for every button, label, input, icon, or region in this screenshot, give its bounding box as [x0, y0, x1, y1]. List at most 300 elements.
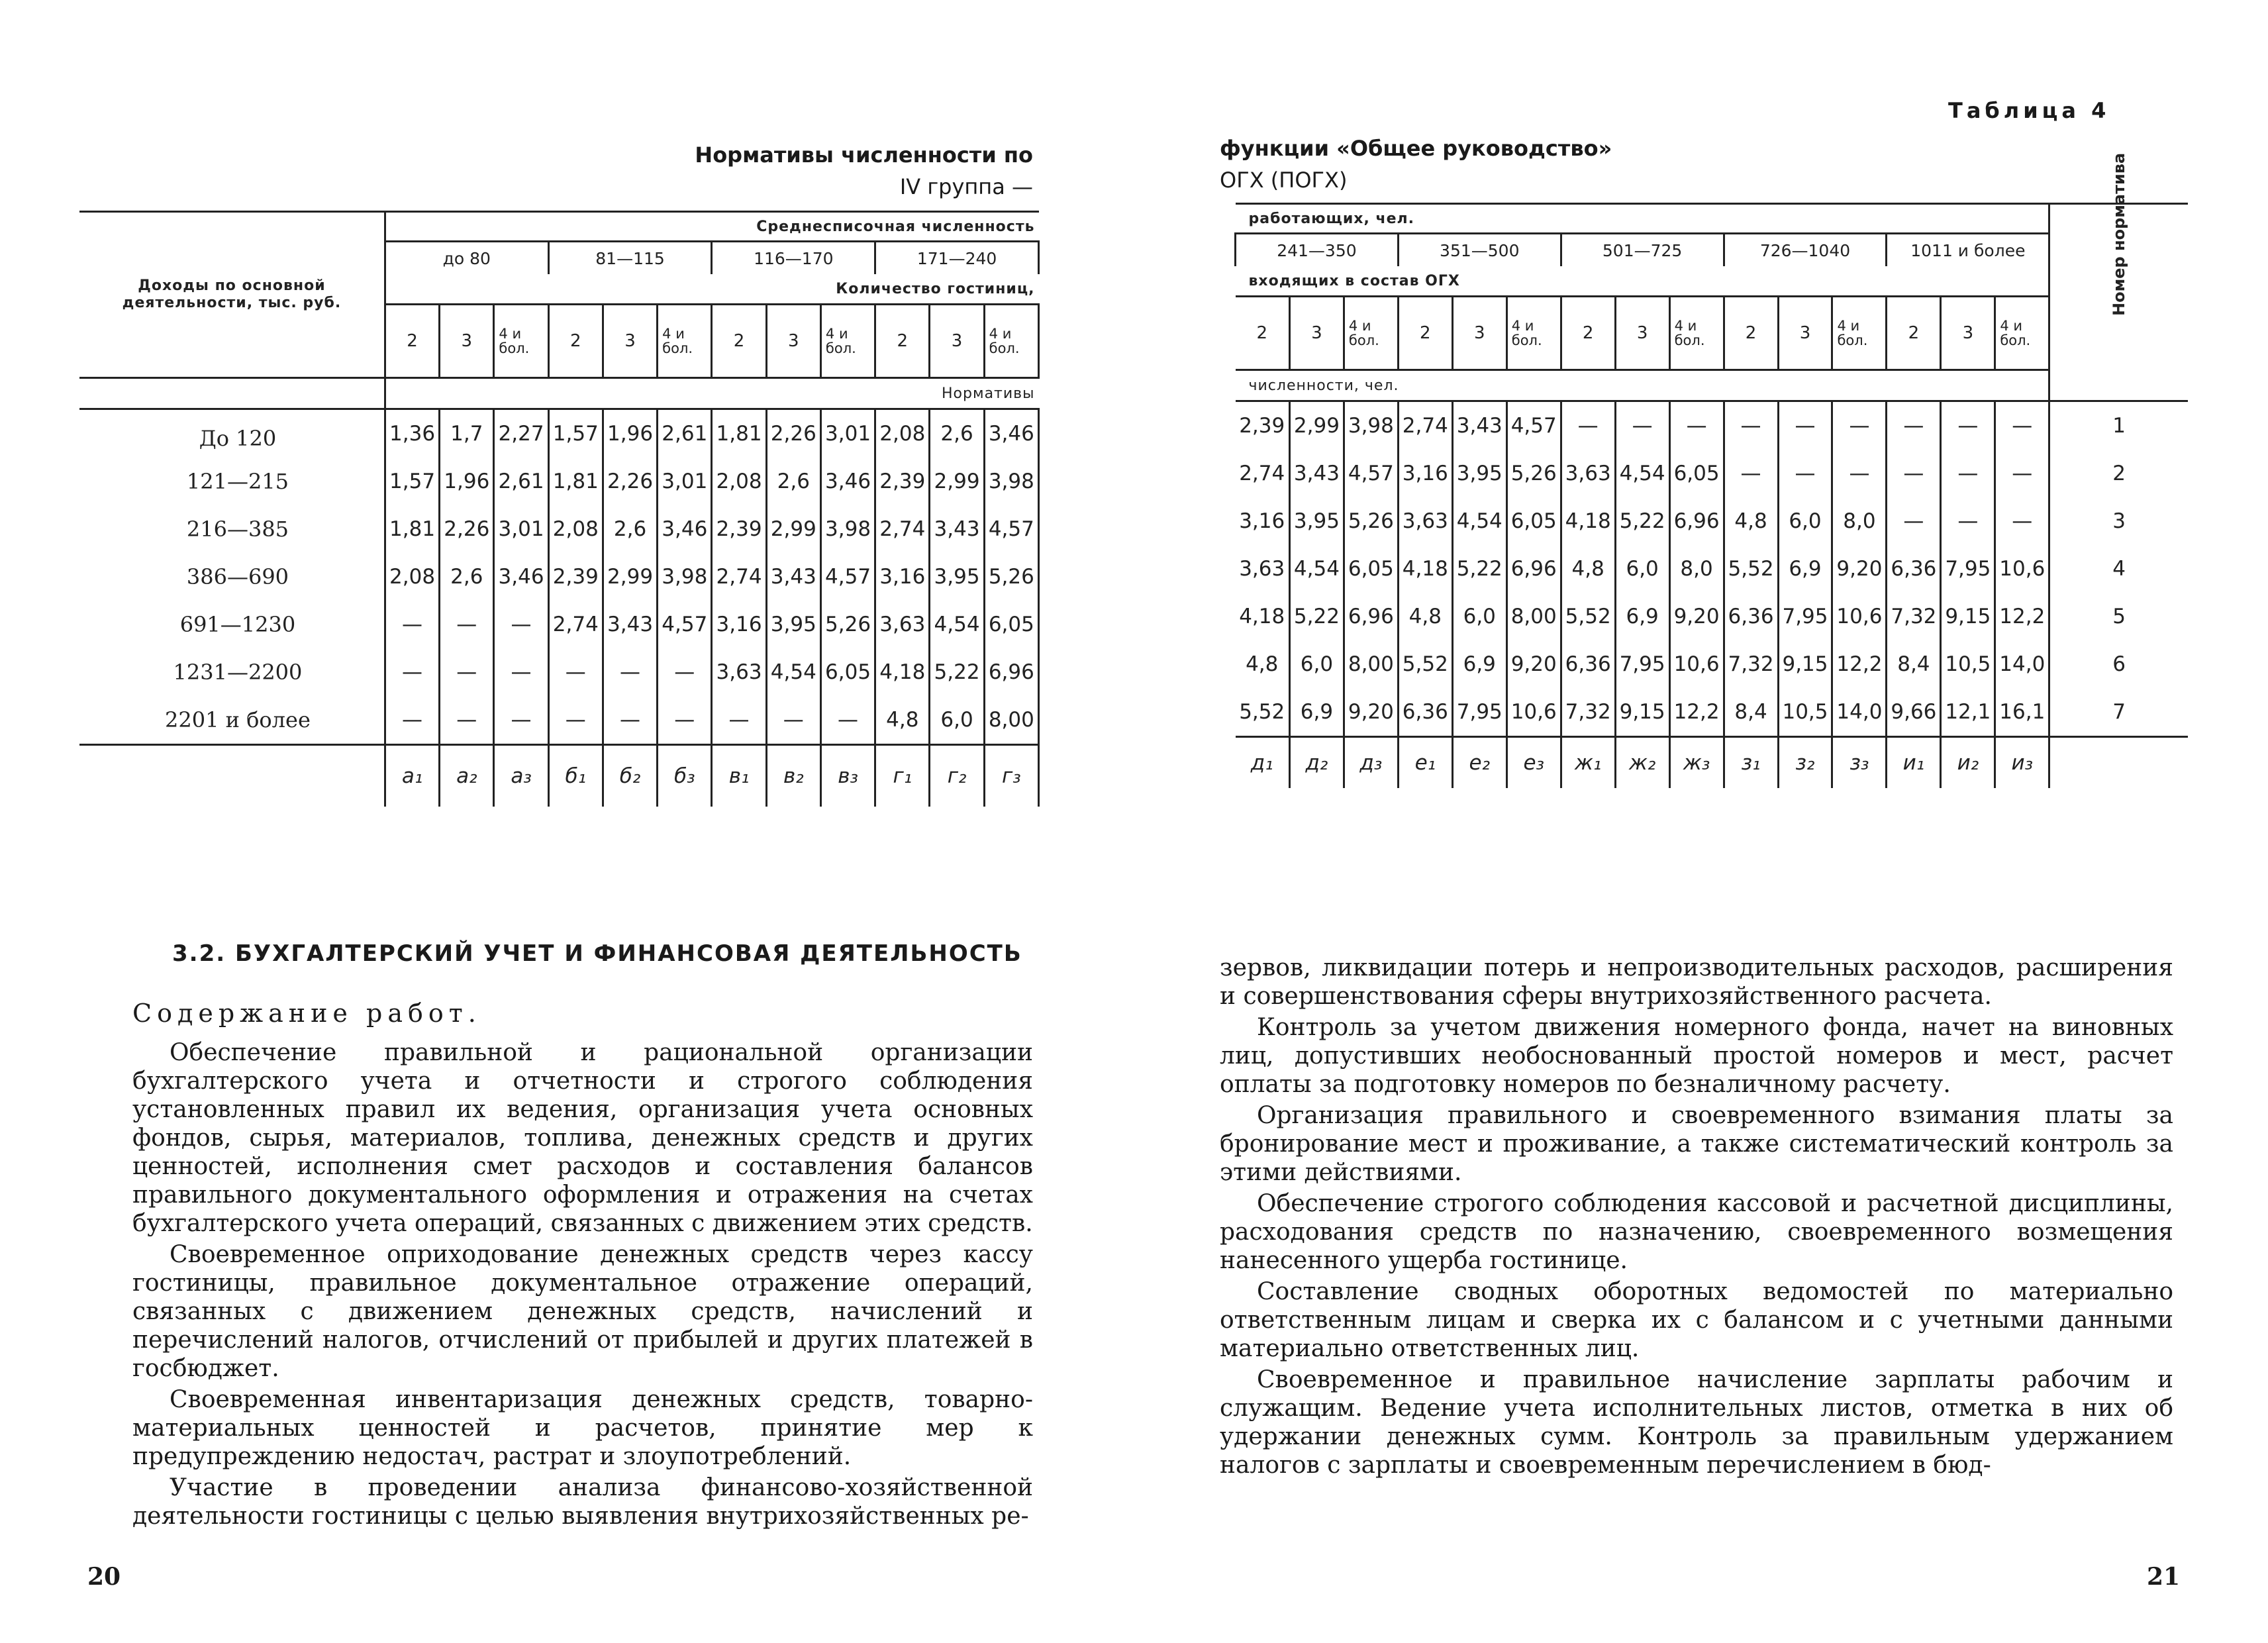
table-cell: —: [440, 696, 494, 745]
table-cell: 7,32: [1561, 688, 1615, 737]
paragraph: Контроль за учетом движения номерного фонда, начет на виновных лиц, допустивших необоснованный простой номеров и мест, расчет оплаты за подготовку номеров по безналичному расчету.: [1220, 1014, 2173, 1098]
paragraph: Своевременная инвентаризация денежных средств, товарно-материальных ценностей и расчетов, принятие мер к предупреждению недостач, растрат и злоупотреблений.: [132, 1386, 1033, 1470]
table-cell: 3,01: [820, 409, 875, 458]
table-cell: —: [1832, 401, 1887, 450]
table-cell: 12,2: [1995, 593, 2049, 640]
table-cell: —: [1778, 450, 1832, 497]
table-cell: —: [1724, 401, 1778, 450]
paragraph: Своевременное оприходование денежных средств через кассу гостиницы, правильное документальное отражение операций, связанных с движением денежных средств, начислений и перечислений налогов, отчислений от прибылей и других платежей в госбюджет.: [132, 1241, 1033, 1382]
table-cell: 6,96: [1506, 545, 1561, 593]
norm-no-header: Номер норматива: [2110, 152, 2129, 316]
table-cell: 6,36: [1561, 640, 1615, 688]
col-3: 3: [1941, 297, 1995, 370]
table-cell: 9,15: [1778, 640, 1832, 688]
col-2: 2: [712, 305, 766, 378]
col-label: е₃: [1506, 737, 1561, 789]
col-label: и₁: [1887, 737, 1941, 789]
table-cell: —: [1615, 401, 1669, 450]
col-label: а₁: [385, 745, 439, 807]
col-3: 3: [766, 305, 820, 378]
norm-number: 2: [2049, 450, 2188, 497]
table-row: [79, 409, 1039, 458]
range-5: 1011 и более: [1887, 234, 2049, 267]
col-2: 2: [385, 305, 439, 378]
table-cell: 2,74: [875, 505, 930, 553]
table-cell: 2,74: [712, 553, 766, 601]
col-label: и₂: [1941, 737, 1995, 789]
table-cell: 3,63: [1398, 497, 1452, 545]
table-cell: 2,08: [712, 458, 766, 505]
col-label: ж₁: [1561, 737, 1615, 789]
range-3: 501—725: [1561, 234, 1724, 267]
range-3: 116—170: [712, 242, 875, 275]
table-cell: 2,74: [548, 601, 603, 648]
row-label: 216—385: [186, 517, 289, 542]
table-cell: 2,61: [658, 409, 712, 458]
col-3: 3: [1452, 297, 1506, 370]
table-cell: 4,57: [1506, 401, 1561, 450]
table-cell: 3,98: [658, 553, 712, 601]
table-cell: 5,22: [1289, 593, 1344, 640]
table-cell: 5,52: [1561, 593, 1615, 640]
table-cell: 3,46: [658, 505, 712, 553]
table-cell: 4,54: [1615, 450, 1669, 497]
table-cell: 4,57: [658, 601, 712, 648]
paragraph: Обеспечение правильной и рациональной организации бухгалтерского учета и отчетности и строгого соблюдения установленных правил их ведения, организация учета основных фондов, сырья, материалов, топлива, денежных средств и других ценностей, исполнения смет расходов и составления балансов правильного документального оформления и отражения на счетах бухгалтерского учета операций, связанных с движением этих средств.: [132, 1039, 1033, 1237]
table-cell: 3,95: [1452, 450, 1506, 497]
col-4: 4 и бол.: [820, 305, 875, 378]
col-label: в₁: [712, 745, 766, 807]
table-row: [79, 696, 1039, 745]
table-row: [1236, 593, 2189, 640]
left-norm-table: [79, 211, 1040, 807]
table-cell: —: [385, 648, 439, 696]
table-cell: —: [1724, 450, 1778, 497]
table-cell: 5,52: [1398, 640, 1452, 688]
table-cell: 1,96: [440, 458, 494, 505]
table-label: Таблица 4: [1948, 98, 2110, 123]
table-row: [1236, 450, 2189, 497]
workers-header: работающих, чел.: [1248, 210, 1414, 227]
table-cell: 6,96: [1669, 497, 1724, 545]
right-title-line1: функции «Общее руководство»: [1220, 136, 1612, 161]
table-cell: 7,32: [1724, 640, 1778, 688]
table-cell: 2,08: [875, 409, 930, 458]
table-cell: 4,54: [930, 601, 984, 648]
table-cell: 2,27: [494, 409, 548, 458]
table-cell: —: [1778, 401, 1832, 450]
table-cell: 1,81: [712, 409, 766, 458]
col-label: и₃: [1995, 737, 2049, 789]
col-label: з₃: [1832, 737, 1887, 789]
table-cell: —: [603, 648, 657, 696]
range-2: 351—500: [1398, 234, 1561, 267]
included-header: входящих в состав ОГХ: [1248, 272, 1460, 289]
right-page: [1134, 0, 2268, 1643]
table-cell: 9,20: [1506, 640, 1561, 688]
table-cell: 3,16: [875, 553, 930, 601]
table-cell: 4,54: [766, 648, 820, 696]
col-label: д₂: [1289, 737, 1344, 789]
table-cell: 9,20: [1832, 545, 1887, 593]
table-cell: 3,16: [712, 601, 766, 648]
table-row: [1236, 545, 2189, 593]
table-cell: 2,39: [548, 553, 603, 601]
col-3: 3: [1615, 297, 1669, 370]
table-cell: 10,6: [1669, 640, 1724, 688]
table-cell: 5,26: [1506, 450, 1561, 497]
norm-number: 6: [2049, 640, 2188, 688]
row-label: 1231—2200: [173, 660, 303, 685]
table-cell: 3,43: [1289, 450, 1344, 497]
paragraph: Составление сводных оборотных ведомостей по материально ответственным лицам и сверка их с балансом и с учетными данными материально ответственных лиц.: [1220, 1278, 2173, 1362]
table-cell: —: [1995, 450, 2049, 497]
table-cell: 3,95: [1289, 497, 1344, 545]
col-3: 3: [1289, 297, 1344, 370]
table-cell: 7,95: [1452, 688, 1506, 737]
col-label: б₃: [658, 745, 712, 807]
norm-number: 5: [2049, 593, 2188, 640]
table-cell: 8,00: [1506, 593, 1561, 640]
table-row: [79, 648, 1039, 696]
table-cell: 3,16: [1239, 509, 1285, 533]
range-1: до 80: [385, 242, 548, 275]
table-cell: 3,43: [1452, 401, 1506, 450]
paragraph: Обеспечение строгого соблюдения кассовой и расчетной дисциплины, расходования средств по назначению, своевременного возмещения нанесенного ущерба гостинице.: [1220, 1190, 2173, 1274]
table-cell: —: [1887, 497, 1941, 545]
table-cell: —: [1941, 401, 1995, 450]
row-label: 2201 и более: [165, 707, 311, 732]
col-label: ж₃: [1669, 737, 1724, 789]
table-cell: 3,95: [930, 553, 984, 601]
left-table-body: [79, 409, 1039, 745]
headcount-header: численности, чел.: [1248, 377, 1399, 394]
row-label: 121—215: [186, 469, 289, 494]
table-cell: 5,22: [1452, 545, 1506, 593]
table-cell: 2,61: [494, 458, 548, 505]
col-label: г₂: [930, 745, 984, 807]
table-cell: 6,96: [984, 648, 1038, 696]
left-title: [397, 139, 1033, 203]
table-cell: 6,0: [930, 696, 984, 745]
table-cell: —: [548, 696, 603, 745]
table-cell: 4,8: [1561, 545, 1615, 593]
table-cell: 2,99: [1289, 401, 1344, 450]
table-cell: 4,8: [1398, 593, 1452, 640]
table-cell: 2,99: [930, 458, 984, 505]
table-cell: —: [1887, 401, 1941, 450]
norm-number: 3: [2049, 497, 2188, 545]
table-cell: 2,39: [712, 505, 766, 553]
avg-header: Среднесписочная численность: [385, 212, 1038, 242]
table-cell: —: [1561, 401, 1615, 450]
table-cell: 12,1: [1941, 688, 1995, 737]
table-cell: 3,16: [1398, 450, 1452, 497]
table-cell: 4,8: [875, 696, 930, 745]
col-2: 2: [1724, 297, 1778, 370]
table-cell: 6,0: [1778, 497, 1832, 545]
table-cell: 3,01: [494, 505, 548, 553]
left-text: [132, 1038, 1033, 1533]
table-cell: 14,0: [1995, 640, 2049, 688]
table-cell: 2,6: [440, 553, 494, 601]
table-cell: 3,43: [603, 601, 657, 648]
table-cell: —: [494, 648, 548, 696]
col-label: е₁: [1398, 737, 1452, 789]
table-cell: 7,95: [1941, 545, 1995, 593]
table-cell: 6,36: [1887, 545, 1941, 593]
col-2: 2: [1561, 297, 1615, 370]
content-label: Содержание работ.: [132, 999, 481, 1028]
table-cell: —: [658, 648, 712, 696]
table-cell: 2,6: [766, 458, 820, 505]
table-cell: 3,63: [875, 601, 930, 648]
table-cell: —: [712, 696, 766, 745]
table-cell: 9,20: [1344, 688, 1398, 737]
table-cell: 4,57: [1344, 450, 1398, 497]
table-cell: 3,63: [1239, 557, 1285, 581]
table-cell: 2,39: [875, 458, 930, 505]
table-cell: 7,32: [1887, 593, 1941, 640]
col-2: 2: [875, 305, 930, 378]
row-label: 386—690: [186, 564, 289, 589]
table-cell: —: [1995, 497, 2049, 545]
table-cell: 6,9: [1778, 545, 1832, 593]
table-row: [79, 553, 1039, 601]
table-cell: —: [1995, 401, 2049, 450]
right-title: [1220, 132, 1612, 196]
col-label: е₂: [1452, 737, 1506, 789]
table-cell: 6,9: [1289, 688, 1344, 737]
table-cell: 8,00: [984, 696, 1038, 745]
col-4: 4 и бол.: [494, 305, 548, 378]
table-cell: —: [603, 696, 657, 745]
table-row: [1236, 497, 2189, 545]
table-cell: 3,63: [712, 648, 766, 696]
col-label: г₃: [984, 745, 1038, 807]
table-cell: 10,6: [1506, 688, 1561, 737]
table-cell: —: [1887, 450, 1941, 497]
table-cell: 5,26: [984, 553, 1038, 601]
col-label: б₂: [603, 745, 657, 807]
table-cell: 2,74: [1398, 401, 1452, 450]
col-2: 2: [1256, 323, 1267, 343]
table-cell: —: [548, 648, 603, 696]
page-number-right: 21: [2147, 1563, 2181, 1591]
range-4: 171—240: [875, 242, 1039, 275]
table-cell: 3,43: [930, 505, 984, 553]
table-cell: 3,98: [1344, 401, 1398, 450]
range-1: 241—350: [1236, 234, 1399, 267]
table-row: [79, 458, 1039, 505]
table-cell: 6,05: [1669, 450, 1724, 497]
table-cell: —: [1941, 450, 1995, 497]
table-cell: 4,18: [875, 648, 930, 696]
col-3: 3: [440, 305, 494, 378]
col-2: 2: [548, 305, 603, 378]
table-cell: —: [494, 696, 548, 745]
table-cell: 3,43: [766, 553, 820, 601]
table-cell: 10,6: [1995, 545, 2049, 593]
table-cell: 5,26: [1344, 497, 1398, 545]
table-cell: —: [385, 601, 439, 648]
col-label: ж₂: [1615, 737, 1669, 789]
row-label: 691—1230: [179, 612, 296, 637]
table-cell: 5,22: [1615, 497, 1669, 545]
col-4: 4 и бол.: [1344, 297, 1398, 370]
table-cell: 9,66: [1887, 688, 1941, 737]
table-cell: 4,18: [1398, 545, 1452, 593]
table-cell: 10,5: [1941, 640, 1995, 688]
table-cell: 5,22: [930, 648, 984, 696]
paragraph: Организация правильного и своевременного взимания платы за бронирование мест и проживание, а также систематический контроль за этими действиями.: [1220, 1102, 2173, 1186]
paragraph: Участие в проведении анализа финансово-хозяйственной деятельности гостиницы с целью выявления внутрихозяйственных ре-: [132, 1474, 1033, 1530]
table-cell: 1,57: [548, 409, 603, 458]
count-header: Количество гостиниц,: [385, 274, 1038, 305]
table-cell: 1,36: [385, 409, 439, 458]
table-cell: 12,2: [1669, 688, 1724, 737]
table-cell: 5,52: [1239, 700, 1285, 724]
col-label: а₃: [494, 745, 548, 807]
table-cell: 7,95: [1778, 593, 1832, 640]
table-cell: 2,6: [930, 409, 984, 458]
table-cell: —: [440, 601, 494, 648]
col-2: 2: [1887, 297, 1941, 370]
col-3: 3: [603, 305, 657, 378]
row-label: До 120: [199, 426, 277, 451]
paragraph: Своевременное и правильное начисление зарплаты рабочим и служащим. Ведение учета исполнительных листов, отметка в них об удержании денежных сумм. Контроль за правильным удержанием налогов с зарплаты и своевременным перечислением в бюд-: [1220, 1366, 2173, 1479]
table-cell: 2,6: [603, 505, 657, 553]
table-cell: 2,26: [440, 505, 494, 553]
col-label: б₁: [548, 745, 603, 807]
norm-number: 7: [2049, 688, 2188, 737]
page-number-left: 20: [87, 1563, 121, 1591]
col-4: 4 и бол.: [1669, 297, 1724, 370]
table-cell: 9,15: [1615, 688, 1669, 737]
left-col-label-row: [79, 745, 1039, 807]
table-row: [1236, 401, 2189, 450]
table-cell: 1,81: [385, 505, 439, 553]
table-cell: 3,46: [494, 553, 548, 601]
range-4: 726—1040: [1724, 234, 1887, 267]
table-cell: 4,18: [1239, 605, 1285, 628]
table-cell: 2,74: [1239, 462, 1285, 485]
col-label: в₃: [820, 745, 875, 807]
table-cell: 6,9: [1452, 640, 1506, 688]
col-4: 4 и бол.: [658, 305, 712, 378]
table-cell: 4,57: [984, 505, 1038, 553]
table-cell: 5,52: [1724, 545, 1778, 593]
table-cell: 2,08: [548, 505, 603, 553]
norm-no-header-cell: [2049, 152, 2188, 401]
income-header: Доходы по основной деятельности, тыс. руб.: [122, 277, 342, 311]
paragraph: зервов, ликвидации потерь и непроизводительных расходов, расширения и совершенствования сферы внутрихозяйственного расчета.: [1220, 954, 2173, 1010]
table-row: [1236, 688, 2189, 737]
col-4: 4 и бол.: [1995, 297, 2049, 370]
col-label: в₂: [766, 745, 820, 807]
table-cell: 2,26: [766, 409, 820, 458]
right-text: [1220, 954, 2173, 1482]
table-cell: 3,98: [984, 458, 1038, 505]
table-cell: 3,98: [820, 505, 875, 553]
table-cell: 3,46: [984, 409, 1038, 458]
col-label: а₂: [440, 745, 494, 807]
table-cell: 8,4: [1887, 640, 1941, 688]
table-cell: 4,57: [820, 553, 875, 601]
table-cell: —: [494, 601, 548, 648]
table-cell: 4,54: [1452, 497, 1506, 545]
table-cell: 10,5: [1778, 688, 1832, 737]
table-cell: —: [1941, 497, 1995, 545]
table-cell: 6,96: [1344, 593, 1398, 640]
range-2: 81—115: [548, 242, 712, 275]
table-cell: 8,00: [1344, 640, 1398, 688]
table-cell: 9,15: [1941, 593, 1995, 640]
table-cell: 4,54: [1289, 545, 1344, 593]
table-cell: —: [1669, 401, 1724, 450]
norm-number: 4: [2049, 545, 2188, 593]
table-cell: 1,7: [440, 409, 494, 458]
table-cell: 6,0: [1452, 593, 1506, 640]
col-label: з₂: [1778, 737, 1832, 789]
table-cell: 3,95: [766, 601, 820, 648]
table-cell: 6,9: [1615, 593, 1669, 640]
norm-header: Нормативы: [385, 378, 1038, 409]
table-cell: 3,63: [1561, 450, 1615, 497]
table-cell: 8,0: [1669, 545, 1724, 593]
col-4: 4 и бол.: [984, 305, 1038, 378]
table-cell: 8,4: [1724, 688, 1778, 737]
col-label: г₁: [875, 745, 930, 807]
right-title-line2: ОГХ (ПОГХ): [1220, 168, 1348, 193]
table-cell: 6,05: [820, 648, 875, 696]
col-4: 4 и бол.: [1506, 297, 1561, 370]
table-cell: 3,01: [658, 458, 712, 505]
col-3: 3: [930, 305, 984, 378]
col-4: 4 и бол.: [1832, 297, 1887, 370]
table-cell: 7,95: [1615, 640, 1669, 688]
table-cell: —: [658, 696, 712, 745]
table-cell: —: [766, 696, 820, 745]
table-cell: 6,05: [1506, 497, 1561, 545]
table-cell: 5,26: [820, 601, 875, 648]
table-cell: 8,0: [1832, 497, 1887, 545]
table-cell: 1,81: [548, 458, 603, 505]
right-col-header-row: [1236, 297, 2189, 370]
table-cell: 3,46: [820, 458, 875, 505]
col-label: д₁: [1250, 751, 1273, 775]
table-cell: 2,08: [385, 553, 439, 601]
table-cell: 6,0: [1615, 545, 1669, 593]
col-label: з₁: [1724, 737, 1778, 789]
table-cell: —: [440, 648, 494, 696]
table-cell: —: [1832, 450, 1887, 497]
left-title-line2: IV группа —: [899, 174, 1033, 199]
table-cell: 2,26: [603, 458, 657, 505]
table-cell: —: [385, 696, 439, 745]
table-cell: 1,57: [385, 458, 439, 505]
table-cell: 6,05: [984, 601, 1038, 648]
table-cell: 6,05: [1344, 545, 1398, 593]
table-cell: 4,8: [1246, 652, 1279, 676]
table-row: [79, 601, 1039, 648]
col-label: д₃: [1344, 737, 1398, 789]
table-cell: 6,36: [1724, 593, 1778, 640]
right-col-label-row: [1236, 737, 2189, 789]
table-cell: 1,96: [603, 409, 657, 458]
col-label-filler: [2049, 737, 2188, 789]
table-cell: —: [820, 696, 875, 745]
